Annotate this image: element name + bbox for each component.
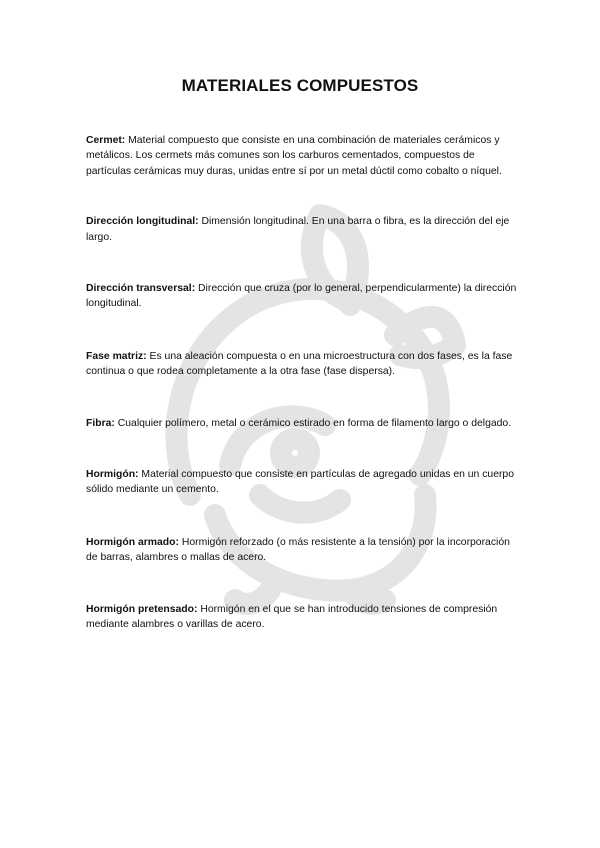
definition-text: Dirección que cruza (por lo general, perpendicularmente) la dirección longitudinal. — [86, 283, 517, 310]
definition-term: Cermet: — [86, 135, 126, 146]
definition-text: Material compuesto que consiste en una combinación de materiales cerámicos y metálicos. Los cermets más comunes son los carburos cementados, compuestos de partículas cerámicas muy duras, unidas entre sí por un metal dúctil como cobalto o níquel. — [86, 135, 502, 177]
definition-text: Dimensión longitudinal. En una barra o fibra, es la dirección del eje largo. — [86, 216, 510, 243]
definition-term: Dirección longitudinal: — [86, 216, 199, 228]
definition-entry-hormigon — [86, 467, 518, 498]
page-title: MATERIALES COMPUESTOS — [181, 76, 419, 95]
definition-entry-direccion-longitudinal — [86, 214, 518, 245]
definition-text: Cualquier polímero, metal o cerámico estirado en forma de filamento largo o delgado. — [117, 417, 512, 429]
definition-entry-hormigon-pretensado — [86, 602, 518, 633]
definition-text: Es una aleación compuesta o en una microestructura con dos fases, es la fase continua o que rodea completamente a la otra fase (fase dispersa). — [86, 350, 513, 378]
definition-entry-fase-matriz — [86, 349, 518, 380]
definition-text: Material compuesto que consiste en partículas de agregado unidas en un cuerpo sólido mediante un cemento. — [86, 469, 514, 496]
definition-term: Hormigón: — [86, 469, 139, 481]
definition-entry-hormigon-armado — [86, 535, 518, 566]
definition-term: Fibra: — [86, 417, 115, 429]
definition-text: Hormigón en el que se han introducido tensiones de compresión mediante alambres o varillas de acero. — [86, 603, 498, 631]
definition-term: Hormigón pretensado: — [86, 603, 198, 615]
definitions-list — [86, 133, 518, 633]
definition-entry-fibra — [86, 416, 518, 431]
definition-text: Hormigón reforzado (o más resistente a la tensión) por la incorporación de barras, alambres o mallas de acero. — [86, 536, 510, 564]
definition-term: Hormigón armado: — [86, 536, 179, 548]
definition-entry-direccion-transversal — [86, 281, 518, 312]
definition-entry-cermet — [86, 133, 518, 179]
definition-term: Fase matriz: — [86, 350, 147, 362]
definition-term: Dirección transversal: — [86, 283, 196, 295]
